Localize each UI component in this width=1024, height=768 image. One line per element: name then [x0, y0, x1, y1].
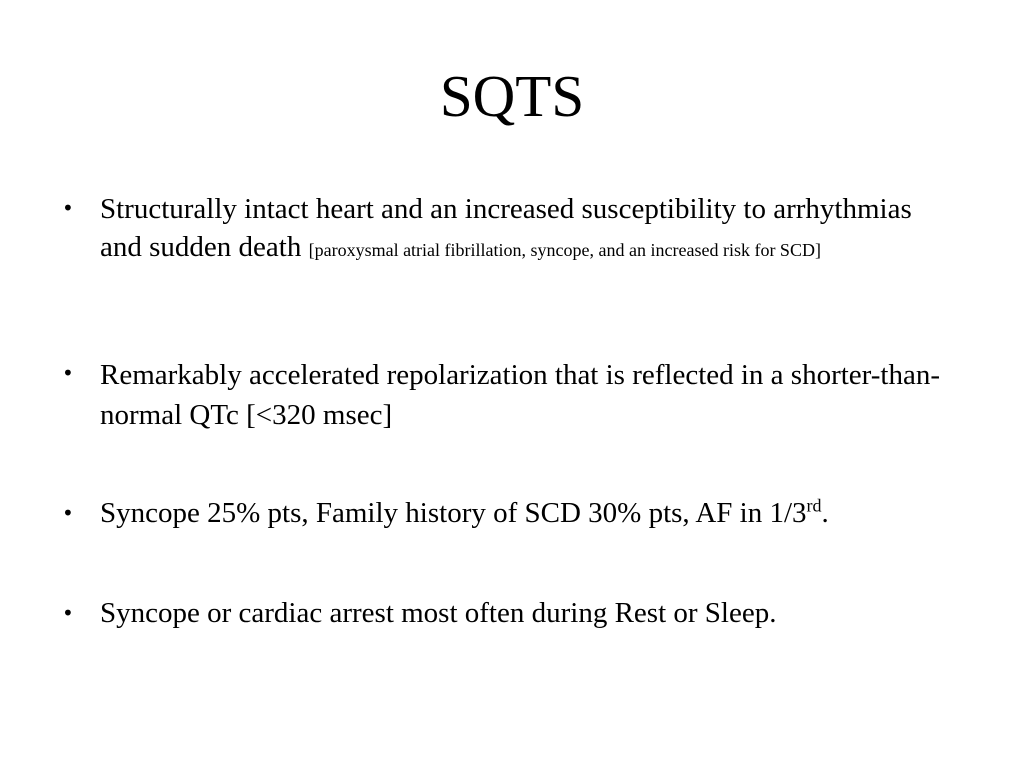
- slide-title: SQTS: [439, 63, 585, 129]
- bullet-main-text: Structurally intact heart and an increased susceptibility to arrhythmias and sudden death: [100, 193, 912, 263]
- bullet-icon: •: [62, 196, 74, 220]
- bullet-text: [100, 495, 960, 531]
- bullet-text: Syncope or cardiac arrest most often during Rest or Sleep.: [100, 597, 777, 629]
- bullet-icon: •: [62, 501, 74, 525]
- bullet-main-text: Syncope 25% pts, Family history of SCD 30% pts, AF in 1/3: [100, 497, 807, 529]
- bullet-icon: •: [62, 601, 74, 625]
- bullet-text: Remarkably accelerated repolarization that is reflected in a shorter-than-normal QTc [<320 msec]: [100, 359, 940, 431]
- ordinal-superscript: rd: [806, 495, 822, 516]
- bullet-note-text: [paroxysmal atrial fibrillation, syncope, and an increased risk for SCD]: [308, 240, 821, 260]
- bullet-text: [100, 190, 960, 266]
- bullet-end-punctuation: .: [821, 497, 829, 529]
- bullet-icon: •: [62, 361, 74, 385]
